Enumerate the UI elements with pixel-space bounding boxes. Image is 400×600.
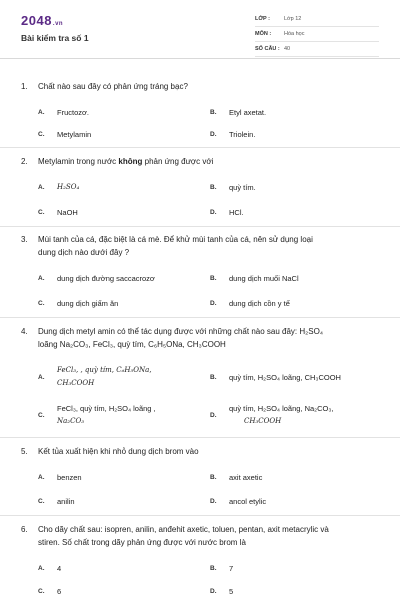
meta-count-value: 40: [284, 46, 291, 52]
question-stem-part: phản ứng được với: [142, 157, 214, 166]
option-label: B.: [210, 109, 217, 116]
question-stem-emphasis: không: [118, 157, 143, 166]
question-divider: [0, 317, 400, 318]
option-text: quỳ tím, H₂SO₄ loãng, CH₃COOH: [229, 373, 341, 382]
option-label: B.: [210, 275, 217, 282]
option-label: D.: [210, 300, 217, 307]
question-stem-line-2: dung dịch nào dưới đây ?: [38, 248, 130, 257]
option-text: Metylamin: [57, 130, 92, 139]
question-number: 3.: [21, 235, 28, 244]
option-text: 4: [57, 564, 62, 573]
option-label: D.: [210, 412, 217, 419]
option-text: Etyl axetat.: [229, 108, 267, 117]
option-text: anilin: [57, 497, 75, 506]
option-text: Triolein.: [229, 130, 256, 139]
option-label: B.: [210, 184, 217, 191]
option-label: B.: [210, 565, 217, 572]
question-stem-line-1: Cho dãy chất sau: isopren, anilin, anđehit axetic, toluen, pentan, axit metacrylic và: [38, 525, 329, 534]
meta-class-label: LỚP :: [255, 16, 270, 22]
option-text-line-2: CH₃COOH: [244, 417, 282, 425]
question-number: 1.: [21, 82, 28, 91]
option-label: A.: [38, 474, 45, 481]
option-text: quỳ tím.: [229, 183, 256, 192]
question-stem-line-2: loãng Na₂CO₃, FeCl₃, quỳ tím, C₆H₅ONa, CH₃COOH: [38, 340, 226, 349]
option-text-line-1: quỳ tím, H₂SO₄ loãng, Na₂CO₃,: [229, 404, 334, 413]
meta-subject: [255, 29, 379, 42]
question-stem-line-2: stiren. Số chất trong dãy phản ứng được với nước brom là: [38, 538, 246, 547]
question-number: 5.: [21, 447, 28, 456]
question-divider: [0, 226, 400, 227]
logo-text: 2048: [21, 13, 52, 28]
option-text: axit axetic: [229, 473, 263, 482]
option-label: A.: [38, 109, 45, 116]
option-text: 5: [229, 587, 234, 596]
question-3-text: [21, 233, 381, 259]
meta-class-value: Lớp 12: [284, 16, 302, 22]
option-text: dung dịch đường saccacrozơ: [57, 274, 155, 283]
question-stem: Chất nào sau đây có phản ứng tráng bạc?: [38, 82, 188, 91]
meta-count-label: SỐ CÂU :: [255, 46, 280, 52]
page-header: [0, 0, 400, 59]
option-text: dung dịch cồn y tế: [229, 299, 290, 308]
option-label: C.: [38, 131, 45, 138]
option-text-line-1: FeCl₃, quỳ tím, H₂SO₄ loãng ,: [57, 404, 156, 413]
question-number: 4.: [21, 327, 28, 336]
question-6-text: [21, 523, 381, 549]
option-text-line-2: CH₃COOH: [57, 379, 95, 387]
option-text-line-2: Na₂CO₃: [57, 417, 85, 425]
meta-subject-value: Hóa học: [284, 31, 305, 37]
option-label: C.: [38, 498, 45, 505]
logo-suffix: .vn: [52, 21, 64, 27]
question-stem-line-1: Mùi tanh của cá, đặc biệt là cá mè. Để khử mùi tanh của cá, nên sử dụng loại: [38, 235, 313, 244]
meta-class: [255, 14, 379, 27]
question-1-text: [21, 80, 381, 93]
option-text-line-1: FeCl₃, , quỳ tím, C₆H₅ONa,: [57, 366, 152, 374]
question-2-text: [21, 155, 381, 168]
option-text: 7: [229, 564, 234, 573]
site-logo[interactable]: [21, 13, 63, 28]
option-label: D.: [210, 498, 217, 505]
option-text: Fructozơ.: [57, 108, 90, 117]
option-label: A.: [38, 184, 45, 191]
test-title: Bài kiểm tra số 1: [21, 33, 89, 43]
option-label: B.: [210, 474, 217, 481]
meta-subject-label: MÔN :: [255, 31, 272, 37]
option-label: C.: [38, 209, 45, 216]
question-divider: [0, 515, 400, 516]
option-text: ancol etylic: [229, 497, 267, 506]
question-stem-line-1: Dung dịch metyl amin có thể tác dụng được với những chất nào sau đây: H₂SO₄: [38, 327, 324, 336]
option-label: A.: [38, 374, 45, 381]
question-divider: [0, 147, 400, 148]
option-text: HCl.: [229, 208, 244, 217]
option-label: D.: [210, 588, 217, 595]
option-label: B.: [210, 374, 217, 381]
question-stem-part: Metylamin trong nước: [38, 157, 119, 166]
option-label: A.: [38, 565, 45, 572]
option-text: dung dịch giấm ăn: [57, 299, 119, 308]
option-text: H₂SO₄: [57, 183, 80, 191]
option-text: dung dịch muối NaCl: [229, 274, 299, 283]
question-4-text: [21, 325, 381, 351]
question-number: 6.: [21, 525, 28, 534]
question-5-text: [21, 445, 381, 458]
option-label: A.: [38, 275, 45, 282]
option-label: C.: [38, 588, 45, 595]
option-text: NaOH: [57, 208, 78, 217]
option-text: benzen: [57, 473, 82, 482]
question-number: 2.: [21, 157, 28, 166]
question-divider: [0, 437, 400, 438]
option-label: D.: [210, 131, 217, 138]
meta-count: [255, 44, 379, 57]
option-label: C.: [38, 412, 45, 419]
option-label: C.: [38, 300, 45, 307]
option-label: D.: [210, 209, 217, 216]
option-text: 6: [57, 587, 62, 596]
question-stem: Kết tủa xuất hiện khi nhỏ dung dịch brom vào: [38, 447, 199, 456]
